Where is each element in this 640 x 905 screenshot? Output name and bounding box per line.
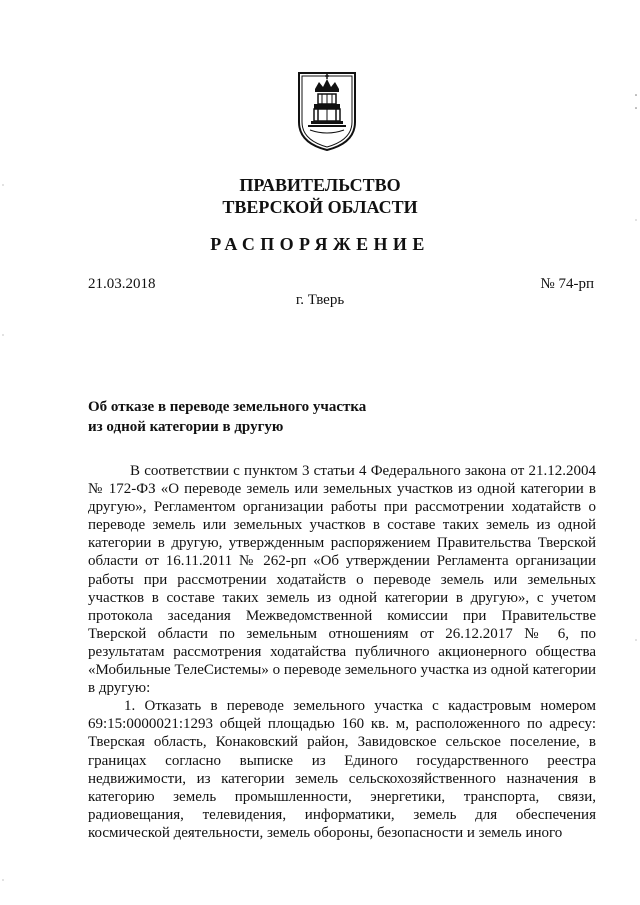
document-subject bbox=[88, 397, 366, 437]
document-city: г. Тверь bbox=[295, 292, 345, 308]
subject-line1: Об отказе в переводе земельного участка bbox=[88, 399, 367, 415]
scan-artifact-left bbox=[0, 0, 10, 905]
body-paragraph: В соответствии с пунктом 3 статьи 4 Федерального закона от 21.12.2004 № 172-ФЗ «О переводе земель или земельных участков из одной категории в другую», Регламентом организации работы при рассмотрении ходатайств о переводе земель или земельных участков в составе таких земель из одной категории в другую, утвержденным распоряжением Правительства Тверской области от 16.11.2011 № 262-рп «Об утверждении Регламента организации работы при рассмотрении ходатайств о переводе земель или земельных участков в составе таких земель из одной категории в другую», с учетом протокола заседания Межведомственной комиссии при Правительстве Тверской области по земельным отношениям от 26.12.2017 № 6, по результатам рассмотрения ходатайства публичного акционерного общества «Мобильные ТелеСистемы» о переводе земельного участка из одной категории в другую: bbox=[88, 463, 596, 697]
body-paragraph-item-1: 1. Отказать в переводе земельного участка с кадастровым номером 69:15:0000021:1293 общей площадью 160 кв. м, расположенного по адресу: Тверская область, Конаковский район, Завидовское сельское поселение, в границах согласно выписке из Единого государственного реестра недвижимости, из категории земель сельскохозяйственного назначения в категорию земель промышленности, энергетики, транспорта, связи, радиовещания, телевидения, информатики, земель для обеспечения космической деятельности, земель обороны, безопасности и земель иного bbox=[88, 698, 596, 841]
document-type: РАСПОРЯЖЕНИЕ bbox=[210, 234, 430, 254]
government-name-line1: ПРАВИТЕЛЬСТВО bbox=[239, 175, 401, 195]
document-number: № 74-рп bbox=[540, 276, 594, 292]
document-date: 21.03.2018 bbox=[88, 276, 156, 292]
scan-artifact-right bbox=[630, 0, 640, 905]
document-body bbox=[88, 462, 596, 842]
subject-line2: из одной категории в другую bbox=[88, 419, 284, 435]
government-name-line2: ТВЕРСКОЙ ОБЛАСТИ bbox=[222, 197, 418, 217]
coat-of-arms-icon bbox=[296, 70, 358, 152]
